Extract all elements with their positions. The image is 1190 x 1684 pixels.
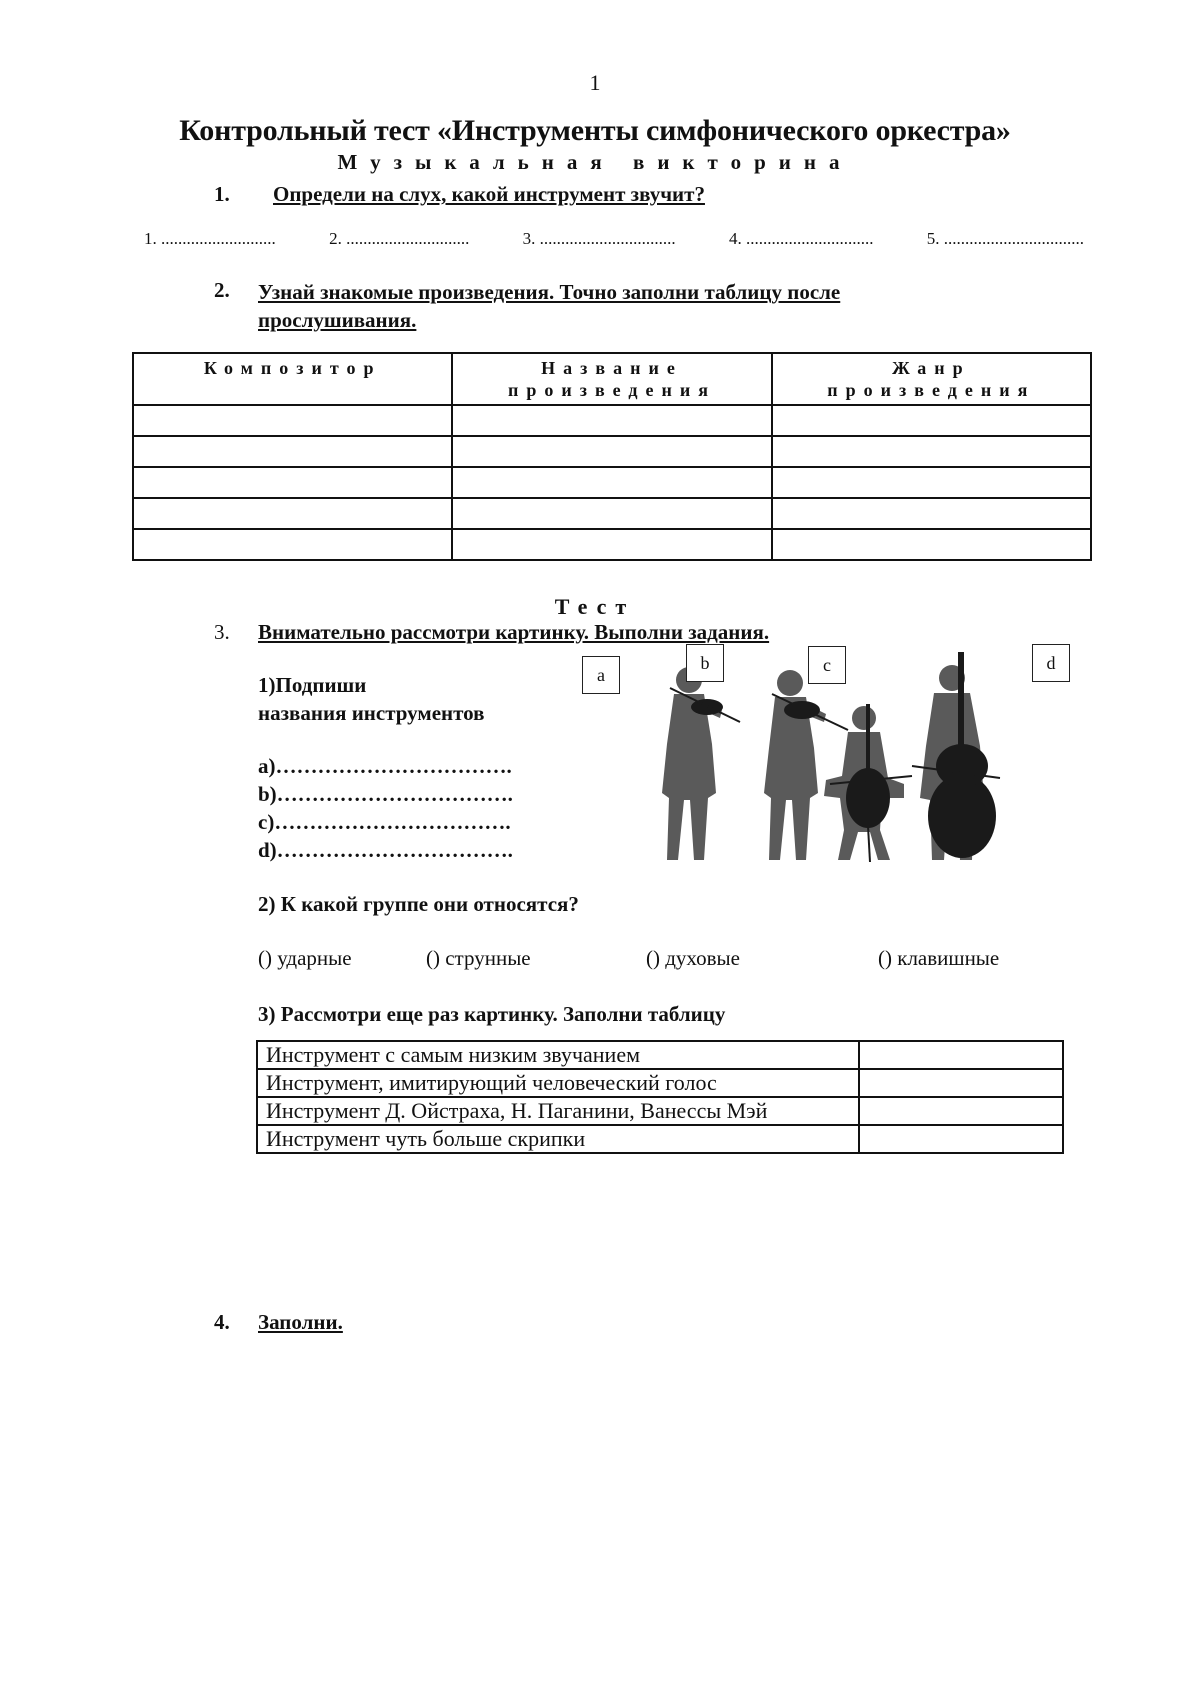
instrument-answer-lines [258,752,513,864]
option-keyboards[interactable]: () клавишные [878,946,1000,970]
instrument-matching-table [256,1040,1064,1154]
answer-line-d[interactable]: d)……………………………. [258,838,513,862]
table-row [133,498,1091,529]
row-label: Инструмент с самым низким звучанием [257,1041,859,1069]
answer-cell[interactable] [859,1069,1063,1097]
section-heading-quiz [0,150,1190,175]
task-2-heading: 2) К какой группе они относятся? [258,892,579,916]
table-row [257,1069,1063,1097]
table-cell[interactable] [452,498,771,529]
task-1-heading [258,671,485,727]
question-4-number: 4. [214,1310,230,1334]
table-cell[interactable] [133,529,452,560]
table-cell[interactable] [772,529,1091,560]
table-header-row [133,353,1091,405]
header-title-line-1: Название [541,358,683,378]
header-genre-line-1: Жанр [891,358,971,378]
page-number: 1 [589,70,601,95]
row-label: Инструмент Д. Ойстраха, Н. Паганини, Ванессы Мэй [257,1097,859,1125]
table-cell[interactable] [452,405,771,436]
table-row [133,405,1091,436]
image-label-a: a [582,656,620,694]
table-row [257,1125,1063,1153]
question-1-text: Определи на слух, какой инструмент звучит? [273,182,705,206]
table-cell[interactable] [133,498,452,529]
table-cell[interactable] [452,436,771,467]
row-label: Инструмент чуть больше скрипки [257,1125,859,1153]
blank-1[interactable]: 1. ........................... [144,229,276,248]
image-label-c: c [808,646,846,684]
header-genre-line-2: произведения [827,380,1036,400]
image-label-d: d [1032,644,1070,682]
question-1-number: 1. [214,182,230,206]
blank-5[interactable]: 5. ................................. [926,229,1084,248]
table-cell[interactable] [133,467,452,498]
table-cell[interactable] [772,436,1091,467]
header-genre [772,353,1091,405]
header-title [452,353,771,405]
answer-cell[interactable] [859,1097,1063,1125]
table-cell[interactable] [452,529,771,560]
viola-player-silhouette [764,670,826,860]
table-row [257,1097,1063,1125]
answer-blanks-row [144,229,1084,249]
subtitle-text: Музыкальная викторина [337,150,853,174]
question-2-line-1: Узнай знакомые произведения. Точно заполни таблицу после [258,280,841,304]
option-strings[interactable]: () струнные [426,946,531,970]
violinist-silhouette [662,667,722,860]
task-3-heading: 3) Рассмотри еще раз картинку. Заполни таблицу [258,1002,726,1026]
table-cell[interactable] [772,405,1091,436]
answer-line-a[interactable]: a)……………………………. [258,754,512,778]
header-composer [133,353,452,405]
section-heading-test: Тест [554,594,636,619]
header-composer-text: Композитор [203,358,382,378]
row-label: Инструмент, имитирующий человеческий голос [257,1069,859,1097]
musicians-illustration [597,648,1072,870]
answer-cell[interactable] [859,1125,1063,1153]
question-2-text [258,278,840,334]
works-table [132,352,1092,561]
header-title-line-2: произведения [507,380,717,400]
question-4-text: Заполни. [258,1310,343,1334]
task-1-line-2: названия инструментов [258,701,485,725]
page-title: Контрольный тест «Инструменты симфонического оркестра» [179,114,1011,147]
option-percussion[interactable]: () ударные [258,946,352,970]
question-2-number: 2. [214,278,230,302]
table-cell[interactable] [772,467,1091,498]
table-cell[interactable] [133,436,452,467]
table-row [133,436,1091,467]
answer-line-c[interactable]: c)……………………………. [258,810,511,834]
task-1-line-1: 1)Подпиши [258,673,367,697]
blank-3[interactable]: 3. ................................ [522,229,676,248]
table-cell[interactable] [133,405,452,436]
image-label-b: b [686,644,724,682]
question-3-number: 3. [214,620,230,644]
question-3-text: Внимательно рассмотри картинку. Выполни задания. [258,620,770,644]
answer-cell[interactable] [859,1041,1063,1069]
answer-line-b[interactable]: b)……………………………. [258,782,513,806]
table-row [133,529,1091,560]
blank-2[interactable]: 2. ............................. [329,229,470,248]
question-2-line-2: прослушивания. [258,308,417,332]
option-winds[interactable]: () духовые [646,946,740,970]
table-cell[interactable] [772,498,1091,529]
blank-4[interactable]: 4. .............................. [728,229,874,248]
table-row [257,1041,1063,1069]
table-row [133,467,1091,498]
table-cell[interactable] [452,467,771,498]
